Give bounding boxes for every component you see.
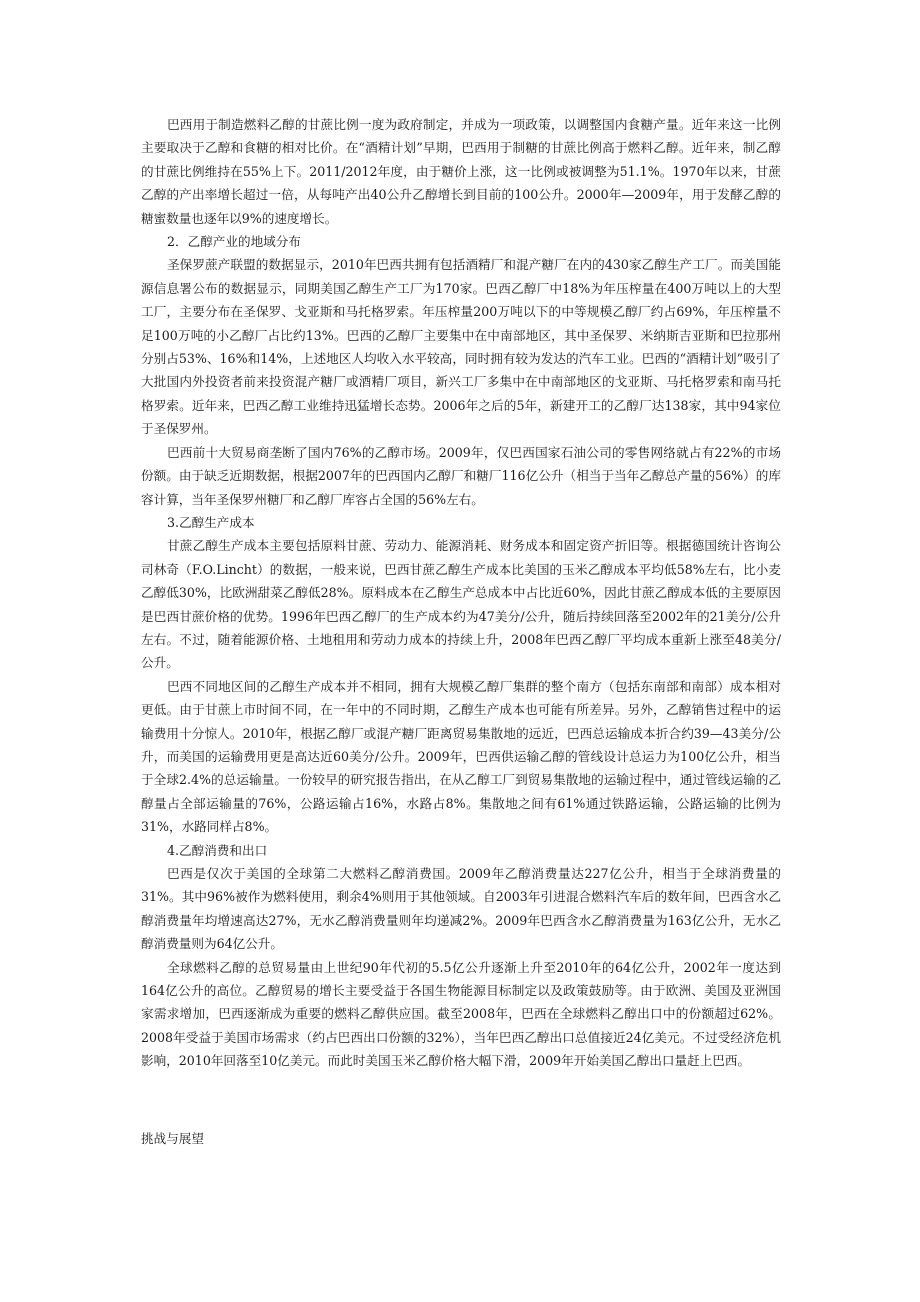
paragraph-consumption: 巴西是仅次于美国的全球第二大燃料乙醇消费国。2009年乙醇消费量达227亿公升，相当于全球消费量的31%。其中96%被作为燃料使用，剩余4%则用于其他领域。自2003年引进混合燃料汽车后的数年间，巴西含水乙醇消费量年均增速高达27%，无水乙醇消费量则年均递减2%。2009年巴西含水乙醇消费量为163亿公升，无水乙醇消费量则为64亿公升。 [141, 866, 781, 952]
paragraph-market-share: 巴西前十大贸易商垄断了国内76%的乙醇市场。2009年，仅巴西国家石油公司的零售网络就占有22%的市场份额。由于缺乏近期数据，根据2007年的巴西国内乙醇厂和糖厂116亿公升（相当于当年乙醇总产量的56%）的库容计算，当年圣保罗州糖厂和乙醇厂库容占全国的56%左右。 [141, 444, 781, 507]
document-body [141, 113, 781, 1073]
section-heading-consumption-export: 4.乙醇消费和出口 [167, 842, 268, 858]
paragraph-regional-cost-transport: 巴西不同地区间的乙醇生产成本并不相同，拥有大规模乙醇厂集群的整个南方（包括东南部和南部）成本相对更低。由于甘蔗上市时间不同，在一年中的不同时期，乙醇生产成本也可能有所差异。另外，乙醇销售过程中的运输费用十分惊人。2010年，根据乙醇厂或混产糖厂距离贸易集散地的远近，巴西总运输成本折合约39—43美分/公升，而美国的运输费用更是高达近60美分/公升。2009年，巴西供运输乙醇的管线设计总运力为100亿公升，相当于全球2.4%的总运输量。一份较早的研究报告指出，在从乙醇工厂到贸易集散地的运输过程中，通过管线运输的乙醇量占全部运输量的76%，公路运输占16%，水路占8%。集散地之间有61%通过铁路运输，公路运输的比例为31%，水路同样占8%。 [141, 678, 781, 835]
section-heading-challenges-outlook: 挑战与展望 [141, 1131, 204, 1146]
section-heading-regional-distribution: 2．乙醇产业的地域分布 [167, 234, 301, 250]
paragraph-global-trade: 全球燃料乙醇的总贸易量由上世纪90年代初的5.5亿公升逐渐上升至2010年的64亿公升，2002年一度达到164亿公升的高位。乙醇贸易的增长主要受益于各国生物能源目标制定以及政策鼓励等。由于欧洲、美国及亚洲国家需求增加，巴西逐渐成为重要的燃料乙醇供应国。截至2008年，巴西在全球燃料乙醇出口中的份额超过62%。2008年受益于美国市场需求（约占巴西出口份额的32%），当年巴西乙醇出口总值接近24亿美元。不过受经济危机影响，2010年回落至10亿美元。而此时美国玉米乙醇价格大幅下滑，2009年开始美国乙醇出口量赶上巴西。 [141, 959, 781, 1069]
paragraph-sugarcane-ratio: 巴西用于制造燃料乙醇的甘蔗比例一度为政府制定，并成为一项政策，以调整国内食糖产量。近年来这一比例主要取决于乙醇和食糖的相对比价。在“酒精计划”早期，巴西用于制糖的甘蔗比例高于燃料乙醇。近年来，制乙醇的甘蔗比例维持在55%上下。2011/2012年度，由于糖价上涨，这一比例或被调整为51.1%。1970年以来，甘蔗乙醇的产出率增长超过一倍，从每吨产出40公升乙醇增长到目前的100公升。2000年—2009年，用于发酵乙醇的糖蜜数量也逐年以9%的速度增长。 [141, 117, 781, 226]
section-heading-production-cost: 3.乙醇生产成本 [167, 514, 255, 530]
paragraph-plant-distribution: 圣保罗蔗产联盟的数据显示，2010年巴西共拥有包括酒精厂和混产糖厂在内的430家乙醇生产工厂。而美国能源信息署公布的数据显示，同期美国乙醇生产工厂为170家。巴西乙醇厂中18%为年压榨量在400万吨以上的大型工厂，主要分布在圣保罗、戈亚斯和马托格罗索。年压榨量200万吨以下的中等规模乙醇厂约占69%，年压榨量不足100万吨的小乙醇厂占比约13%。巴西的乙醇厂主要集中在中南部地区，其中圣保罗、米纳斯吉亚斯和巴拉那州分别占53%、16%和14%，上述地区人均收入水平较高，同时拥有较为发达的汽车工业。巴西的“酒精计划”吸引了大批国内外投资者前来投资混产糖厂或酒精厂项目，新兴工厂多集中在中南部地区的戈亚斯、马托格罗索和南马托格罗索。近年来，巴西乙醇工业维持迅猛增长态势。2006年之后的5年，新建开工的乙醇厂达138家，其中94家位于圣保罗州。 [141, 257, 781, 437]
paragraph-cost-structure: 甘蔗乙醇生产成本主要包括原料甘蔗、劳动力、能源消耗、财务成本和固定资产折旧等。根据德国统计咨询公司林奇（F.O.Lincht）的数据，一般来说，巴西甘蔗乙醇生产成本比美国的玉米乙醇成本平均低58%左右，比小麦乙醇低30%，比欧洲甜菜乙醇低28%。原料成本在乙醇生产总成本中占比近60%，因此甘蔗乙醇成本低的主要原因是巴西甘蔗价格的优势。1996年巴西乙醇厂的生产成本约为47美分/公升，随后持续回落至2002年的21美分/公升左右。不过，随着能源价格、土地租用和劳动力成本的持续上升，2008年巴西乙醇厂平均成本重新上涨至48美分/公升。 [141, 538, 781, 671]
